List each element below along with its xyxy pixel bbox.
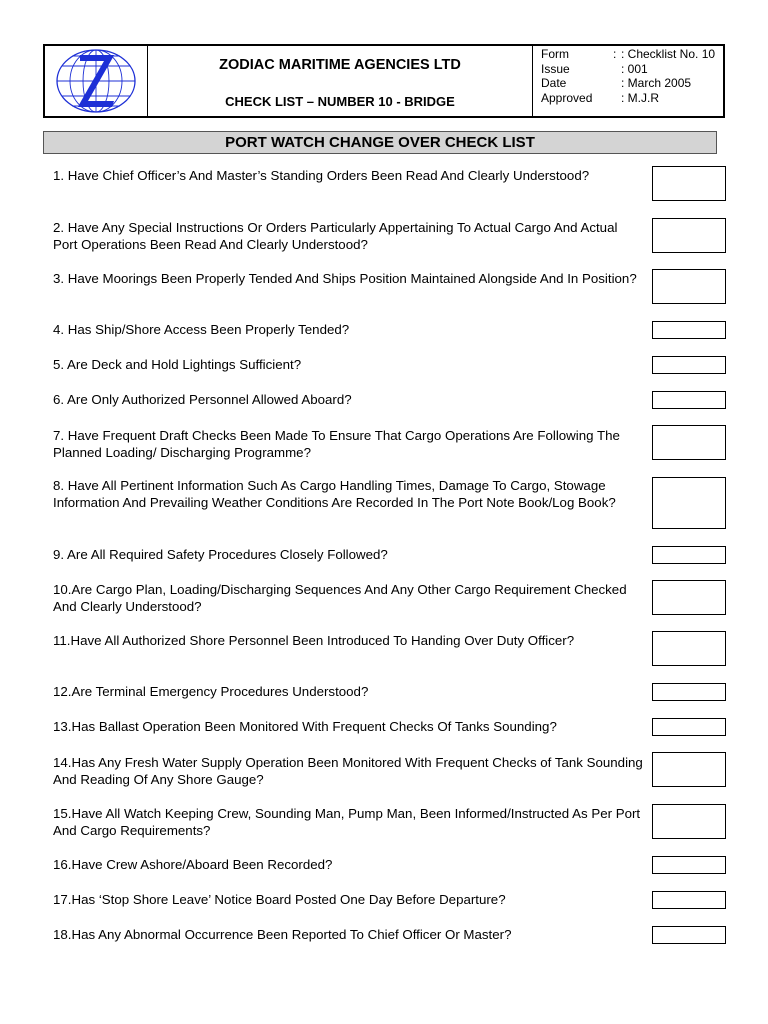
meta-row-approved [541, 91, 723, 106]
checkbox[interactable] [652, 804, 726, 839]
meta-separator [613, 76, 621, 91]
checklist-question: 11.Have All Authorized Shore Personnel Been Introduced To Handing Over Duty Officer? [53, 633, 575, 648]
checkbox[interactable] [652, 631, 726, 666]
title-cell [148, 46, 533, 116]
logo-cell [45, 46, 148, 116]
meta-row-form [541, 47, 723, 62]
meta-key: Approved [541, 90, 593, 105]
meta-separator: : [613, 47, 617, 61]
checklist-title: PORT WATCH CHANGE OVER CHECK LIST [43, 131, 717, 154]
checkbox[interactable] [652, 580, 726, 615]
checkbox[interactable] [652, 218, 726, 253]
checkbox[interactable] [652, 166, 726, 201]
checklist-question: 5. Are Deck and Hold Lightings Sufficient? [53, 357, 302, 372]
checklist-question: 15.Have All Watch Keeping Crew, Sounding Man, Pump Man, Been Informed/Instructed As Per Port And Cargo Requirements? [53, 806, 641, 838]
checklist-question: 16.Have Crew Ashore/Aboard Been Recorded? [53, 857, 333, 872]
meta-row-date [541, 76, 723, 91]
checklist-question: 9. Are All Required Safety Procedures Closely Followed? [53, 547, 388, 562]
checkbox[interactable] [652, 546, 726, 564]
meta-key: Form [541, 47, 569, 61]
checklist-question: 2. Have Any Special Instructions Or Orders Particularly Appertaining To Actual Cargo And Actual Port Operations Been Read And Clearly Understood? [53, 220, 618, 252]
checkbox[interactable] [652, 683, 726, 701]
form-meta [533, 46, 723, 116]
zodiac-globe-logo-icon [54, 47, 138, 115]
meta-key: Date [541, 76, 567, 90]
meta-value: : M.J.R [621, 90, 659, 105]
checkbox[interactable] [652, 718, 726, 736]
meta-separator [613, 91, 621, 106]
checklist-question: 6. Are Only Authorized Personnel Allowed Aboard? [53, 392, 352, 407]
checkbox[interactable] [652, 856, 726, 874]
checkbox[interactable] [652, 891, 726, 909]
checklist-question: 17.Has ‘Stop Shore Leave’ Notice Board Posted One Day Before Departure? [53, 892, 506, 907]
checklist-question: 12.Are Terminal Emergency Procedures Understood? [53, 684, 369, 699]
document-header [43, 44, 725, 118]
meta-value: : Checklist No. 10 [621, 47, 716, 61]
company-name: ZODIAC MARITIME AGENCIES LTD [219, 57, 461, 73]
checklist-question: 13.Has Ballast Operation Been Monitored With Frequent Checks Of Tanks Sounding? [53, 719, 557, 734]
checklist-subtitle: CHECK LIST – NUMBER 10 - BRIDGE [225, 94, 455, 109]
checklist-question: 3. Have Moorings Been Properly Tended And Ships Position Maintained Alongside And In Position? [53, 271, 637, 286]
checkbox[interactable] [652, 477, 726, 529]
checklist-question: 1. Have Chief Officer’s And Master’s Standing Orders Been Read And Clearly Understood? [53, 168, 590, 183]
checkbox[interactable] [652, 391, 726, 409]
checklist-question: 10.Are Cargo Plan, Loading/Discharging Sequences And Any Other Cargo Requirement Checked And Clearly Understood? [53, 582, 627, 614]
checkbox[interactable] [652, 926, 726, 944]
checkbox[interactable] [652, 425, 726, 460]
meta-separator [613, 62, 621, 77]
checklist-question: 8. Have All Pertinent Information Such As Cargo Handling Times, Damage To Cargo, Stowage Information And Prevailing Weather Conditions Are Recorded In The Port Note Book/Log Book? [53, 478, 616, 510]
meta-key: Issue [541, 61, 570, 76]
checkbox[interactable] [652, 356, 726, 374]
checklist-question: 14.Has Any Fresh Water Supply Operation Been Monitored With Frequent Checks of Tank Sounding And Reading Of Any Shore Gauge? [53, 755, 643, 787]
meta-value: : 001 [621, 61, 648, 76]
checkbox[interactable] [652, 269, 726, 304]
checklist-question: 18.Has Any Abnormal Occurrence Been Reported To Chief Officer Or Master? [53, 927, 512, 942]
meta-value: : March 2005 [621, 76, 692, 90]
meta-row-issue [541, 62, 723, 77]
checkbox[interactable] [652, 321, 726, 339]
checklist-question: 4. Has Ship/Shore Access Been Properly Tended? [53, 322, 350, 337]
checkbox[interactable] [652, 752, 726, 787]
checklist-question: 7. Have Frequent Draft Checks Been Made To Ensure That Cargo Operations Are Following The Planned Loading/ Discharging Programme? [53, 428, 620, 460]
